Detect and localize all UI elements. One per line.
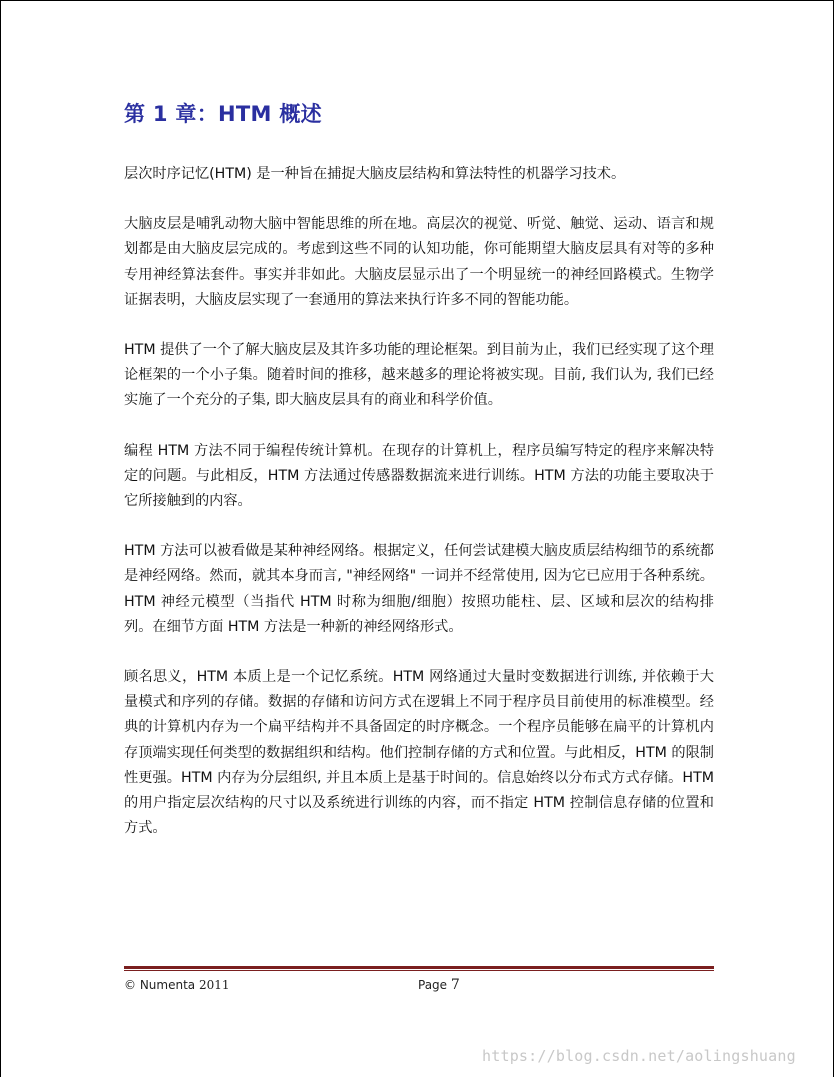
paragraph-framework: HTM 提供了一个了解大脑皮层及其许多功能的理论框架。到目前为止，我们已经实现了这个理论框架的一个小子集。随着时间的推移，越来越多的理论将被实现。目前, 我们认为, 我们已经实施了一个充分的子集, 即大脑皮层具有的商业和科学价值。: [124, 342, 714, 409]
paragraph-neural-network: HTM 方法可以被看做是某种神经网络。根据定义，任何尝试建模大脑皮质层结构细节的系统都是神经网络。然而，就其本身而言, "神经网络" 一词并不经常使用, 因为它已应用于各种系统。HTM 神经元模型（当指代 HTM 时称为细胞/细胞）按照功能柱、层、区域和层次的结构排列。在细节方面 HTM 方法是一种新的神经网络形式。: [124, 543, 714, 635]
copyright-year: 2011: [198, 978, 230, 992]
page-label: Page: [418, 978, 448, 992]
copyright-label: © Numenta: [124, 978, 196, 992]
paragraph-programming: 编程 HTM 方法不同于编程传统计算机。在现存的计算机上，程序员编写特定的程序来解决特定的问题。与此相反，HTM 方法通过传感器数据流来进行训练。HTM 方法的功能主要取决于它所接触到的内容。: [124, 442, 714, 510]
chapter-title: 第 1 章：HTM 概述: [124, 102, 322, 126]
paragraph-neocortex: 大脑皮层是哺乳动物大脑中智能思维的所在地。高层次的视觉、听觉、触觉、运动、语言和规划都是由大脑皮层完成的。考虑到这些不同的认知功能，你可能期望大脑皮层具有对等的多种专用神经算法套件。事实并非如此。大脑皮层显示出了一个明显统一的神经回路模式。生物学证据表明，大脑皮层实现了一套通用的算法来执行许多不同的智能功能。: [124, 216, 714, 308]
page-number: 7: [450, 977, 460, 993]
footer-rule: [124, 966, 714, 972]
footer-copyright: [124, 978, 230, 992]
watermark-url: https://blog.csdn.net/aolingshuang: [482, 1047, 796, 1065]
footer-page-number: [418, 977, 460, 993]
footer-rule-thin: [124, 970, 714, 971]
paragraph-memory-system: 顾名思义，HTM 本质上是一个记忆系统。HTM 网络通过大量时变数据进行训练, 并依赖于大量模式和序列的存储。数据的存储和访问方式在逻辑上不同于程序员目前使用的标准模型。经典的计算机内存为一个扁平结构并不具备固定的时序概念。一个程序员能够在扁平的计算机内存顶端实现任何类型的数据组织和结构。他们控制存储的方式和位置。与此相反，HTM 的限制性更强。HTM 内存为分层组织, 并且本质上是基于时间的。信息始终以分布式方式存储。HTM 的用户指定层次结构的尺寸以及系统进行训练的内容，而不指定 HTM 控制信息存储的位置和方式。: [124, 669, 714, 837]
document-body: [124, 98, 714, 866]
footer-rule-thick: [124, 966, 714, 969]
paragraph-intro: 层次时序记忆(HTM) 是一种旨在捕捉大脑皮层结构和算法特性的机器学习技术。: [124, 166, 626, 182]
